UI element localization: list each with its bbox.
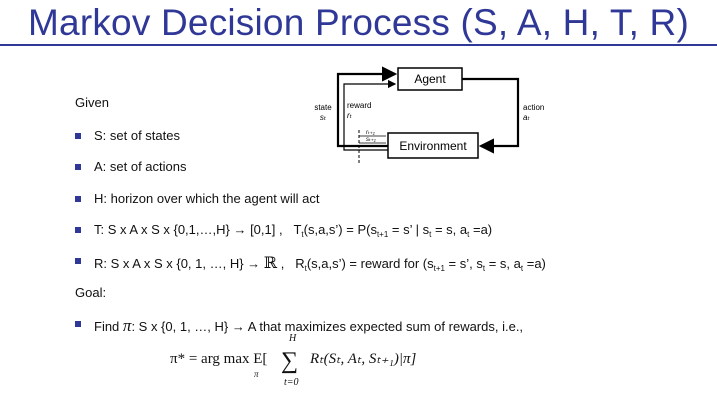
- bullet-policy-text: Find π: S x {0, 1, …, H} → A that maximizes expected sum of rewards, i.e.,: [94, 316, 524, 335]
- objective-formula: [160, 325, 460, 395]
- slide-title: Markov Decision Process (S, A, H, T, R): [28, 2, 689, 43]
- bullet-marker: [75, 258, 81, 264]
- bullet-marker: [75, 227, 81, 233]
- agent-environment-diagram: [300, 60, 560, 170]
- s-next-label: sₜ₊₁: [366, 137, 376, 143]
- agent-label: Agent: [414, 72, 446, 86]
- formula-lhs: π* = arg max E[: [170, 351, 268, 367]
- policy-symbol: π: [122, 316, 132, 335]
- formula-upper-limit: H: [289, 333, 297, 344]
- bullet-marker: [75, 133, 81, 139]
- reward-symbol: rₜ: [347, 111, 353, 120]
- formula-body: Rₜ(Sₜ, Aₜ, Sₜ₊₁)|π]: [310, 351, 417, 367]
- formula-sigma: ∑: [281, 348, 299, 374]
- bullet-horizon-text: H: horizon over which the agent will act: [94, 191, 320, 206]
- bullet-marker: [75, 164, 81, 170]
- bullet-marker: [75, 321, 81, 327]
- r-next-label: rₜ₊₁: [366, 130, 375, 136]
- bullet-actions-text: A: set of actions: [94, 159, 187, 174]
- title-underline: [0, 44, 717, 46]
- bullet-marker: [75, 196, 81, 202]
- formula-lower-limit: t=0: [284, 377, 299, 388]
- given-label: Given: [75, 95, 109, 110]
- bullet-transition-text: T: S x A x S x {0,1,…,H} → [0,1] , $T_t(s,a,s’) = P(s_{t+1} = s$’ | $s_t = s$, $a_t =a$): [94, 222, 493, 239]
- action-label: action: [523, 103, 545, 112]
- state-label: state: [314, 103, 332, 112]
- goal-label: Goal:: [75, 285, 107, 300]
- state-symbol: sₜ: [319, 113, 327, 122]
- reward-label: reward: [347, 101, 372, 110]
- bullet-states-text: S: set of states: [94, 128, 180, 143]
- action-symbol: aₜ: [523, 113, 530, 122]
- real-numbers-symbol: ℝ: [263, 253, 278, 272]
- environment-label: Environment: [399, 139, 467, 153]
- formula-max-subscript: π: [254, 369, 259, 379]
- bullet-reward-text: R: S x A x S x {0, 1, …, H} → ℝ , $R_t(s,a,s’)$ = reward for ($s_{t+1} = s$’, $s_t = s$, $a_t =a$): [94, 253, 546, 273]
